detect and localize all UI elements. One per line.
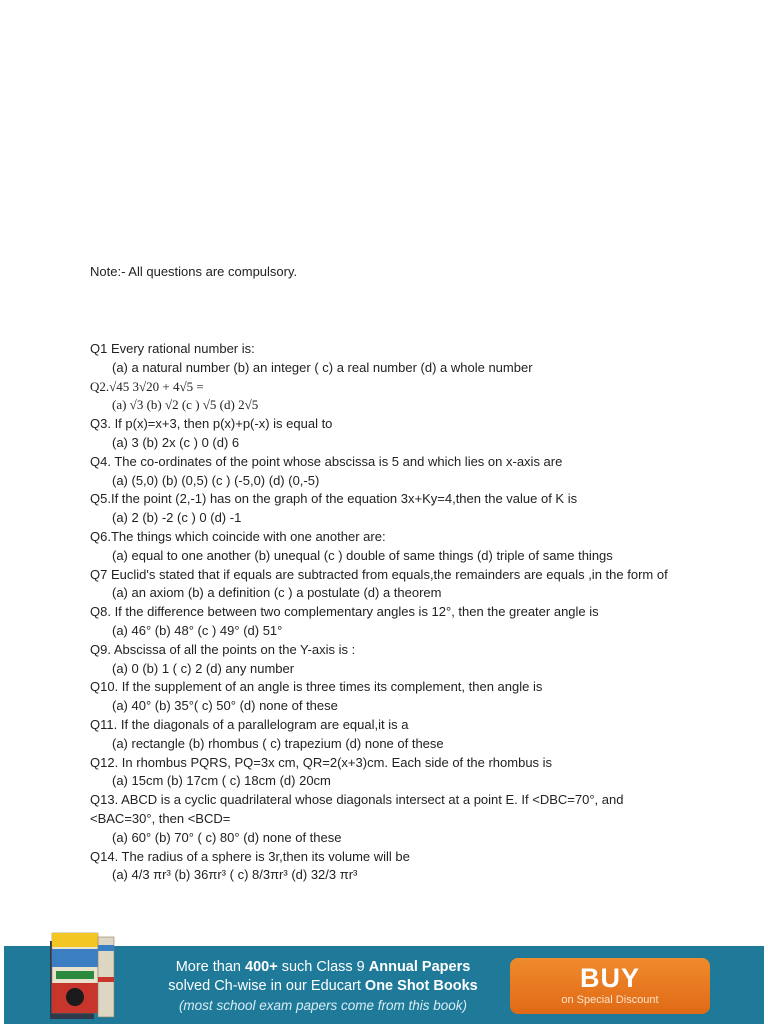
question-10: Q10. If the supplement of an angle is three times its complement, then angle is [90,679,543,695]
question-12-options: (a) 15cm (b) 17cm ( c) 18cm (d) 20cm [112,773,331,789]
question-13: Q13. ABCD is a cyclic quadrilateral whose diagonals intersect at a point E. If <DBC=70°, and <BAC=30°, then <BCD= [90,792,624,826]
question-1-options: (a) a natural number (b) an integer ( c) a real number (d) a whole number [112,359,533,375]
book-stack-icon [44,927,120,1022]
question-2: Q2.√45 3√20 + 4√5 = [90,378,204,394]
banner-message [118,958,528,1015]
question-6: Q6.The things which coincide with one another are: [90,528,386,544]
question-7-options: (a) an axiom (b) a definition (c ) a postulate (d) a theorem [112,585,442,601]
banner-line-1: More than 400+ such Class 9 Annual Papers [175,959,471,975]
question-list [90,340,670,885]
question-9-options: (a) 0 (b) 1 ( c) 2 (d) any number [112,660,295,676]
question-5-options: (a) 2 (b) -2 (c ) 0 (d) -1 [112,510,242,526]
question-8-options: (a) 46° (b) 48° (c ) 49° (d) 51° [112,622,283,638]
question-3-options: (a) 3 (b) 2x (c ) 0 (d) 6 [112,434,240,450]
banner-line-2: solved Ch-wise in our Educart One Shot Books [168,978,478,994]
question-14-options: (a) 4/3 πr³ (b) 36πr³ ( c) 8/3πr³ (d) 32/3 πr³ [112,867,358,883]
question-11-options: (a) rectangle (b) rhombus ( c) trapezium (d) none of these [112,735,444,751]
question-4-options: (a) (5,0) (b) (0,5) (c ) (-5,0) (d) (0,-5) [112,472,320,488]
question-12: Q12. In rhombus PQRS, PQ=3x cm, QR=2(x+3)cm. Each side of the rhombus is [90,754,553,770]
question-4: Q4. The co-ordinates of the point whose abscissa is 5 and which lies on x-axis are [90,453,563,469]
question-14: Q14. The radius of a sphere is 3r,then its volume will be [90,848,410,864]
buy-subtext: on Special Discount [561,994,659,1006]
buy-label: BUY [579,963,640,993]
question-11: Q11. If the diagonals of a parallelogram are equal,it is a [90,716,409,732]
buy-button[interactable] [510,958,710,1014]
question-9: Q9. Abscissa of all the points on the Y-axis is : [90,641,356,657]
question-13-options: (a) 60° (b) 70° ( c) 80° (d) none of these [112,829,342,845]
question-5: Q5.If the point (2,-1) has on the graph of the equation 3x+Ky=4,then the value of K is [90,491,578,507]
question-8: Q8. If the difference between two complementary angles is 12°, then the greater angle is [90,604,599,620]
question-7: Q7 Euclid's stated that if equals are subtracted from equals,the remainders are equals ,in the form of [90,566,668,582]
note-text: Note:- All questions are compulsory. [90,264,298,279]
question-3: Q3. If p(x)=x+3, then p(x)+p(-x) is equal to [90,416,333,432]
question-1: Q1 Every rational number is: [90,341,255,356]
question-2-options: (a) √3 (b) √2 (c ) √5 (d) 2√5 [112,397,259,413]
question-6-options: (a) equal to one another (b) unequal (c ) double of same things (d) triple of same things [112,547,613,563]
banner-line-3: (most school exam papers come from this book) [178,998,468,1013]
question-10-options: (a) 40° (b) 35°( c) 50° (d) none of these [112,698,338,714]
